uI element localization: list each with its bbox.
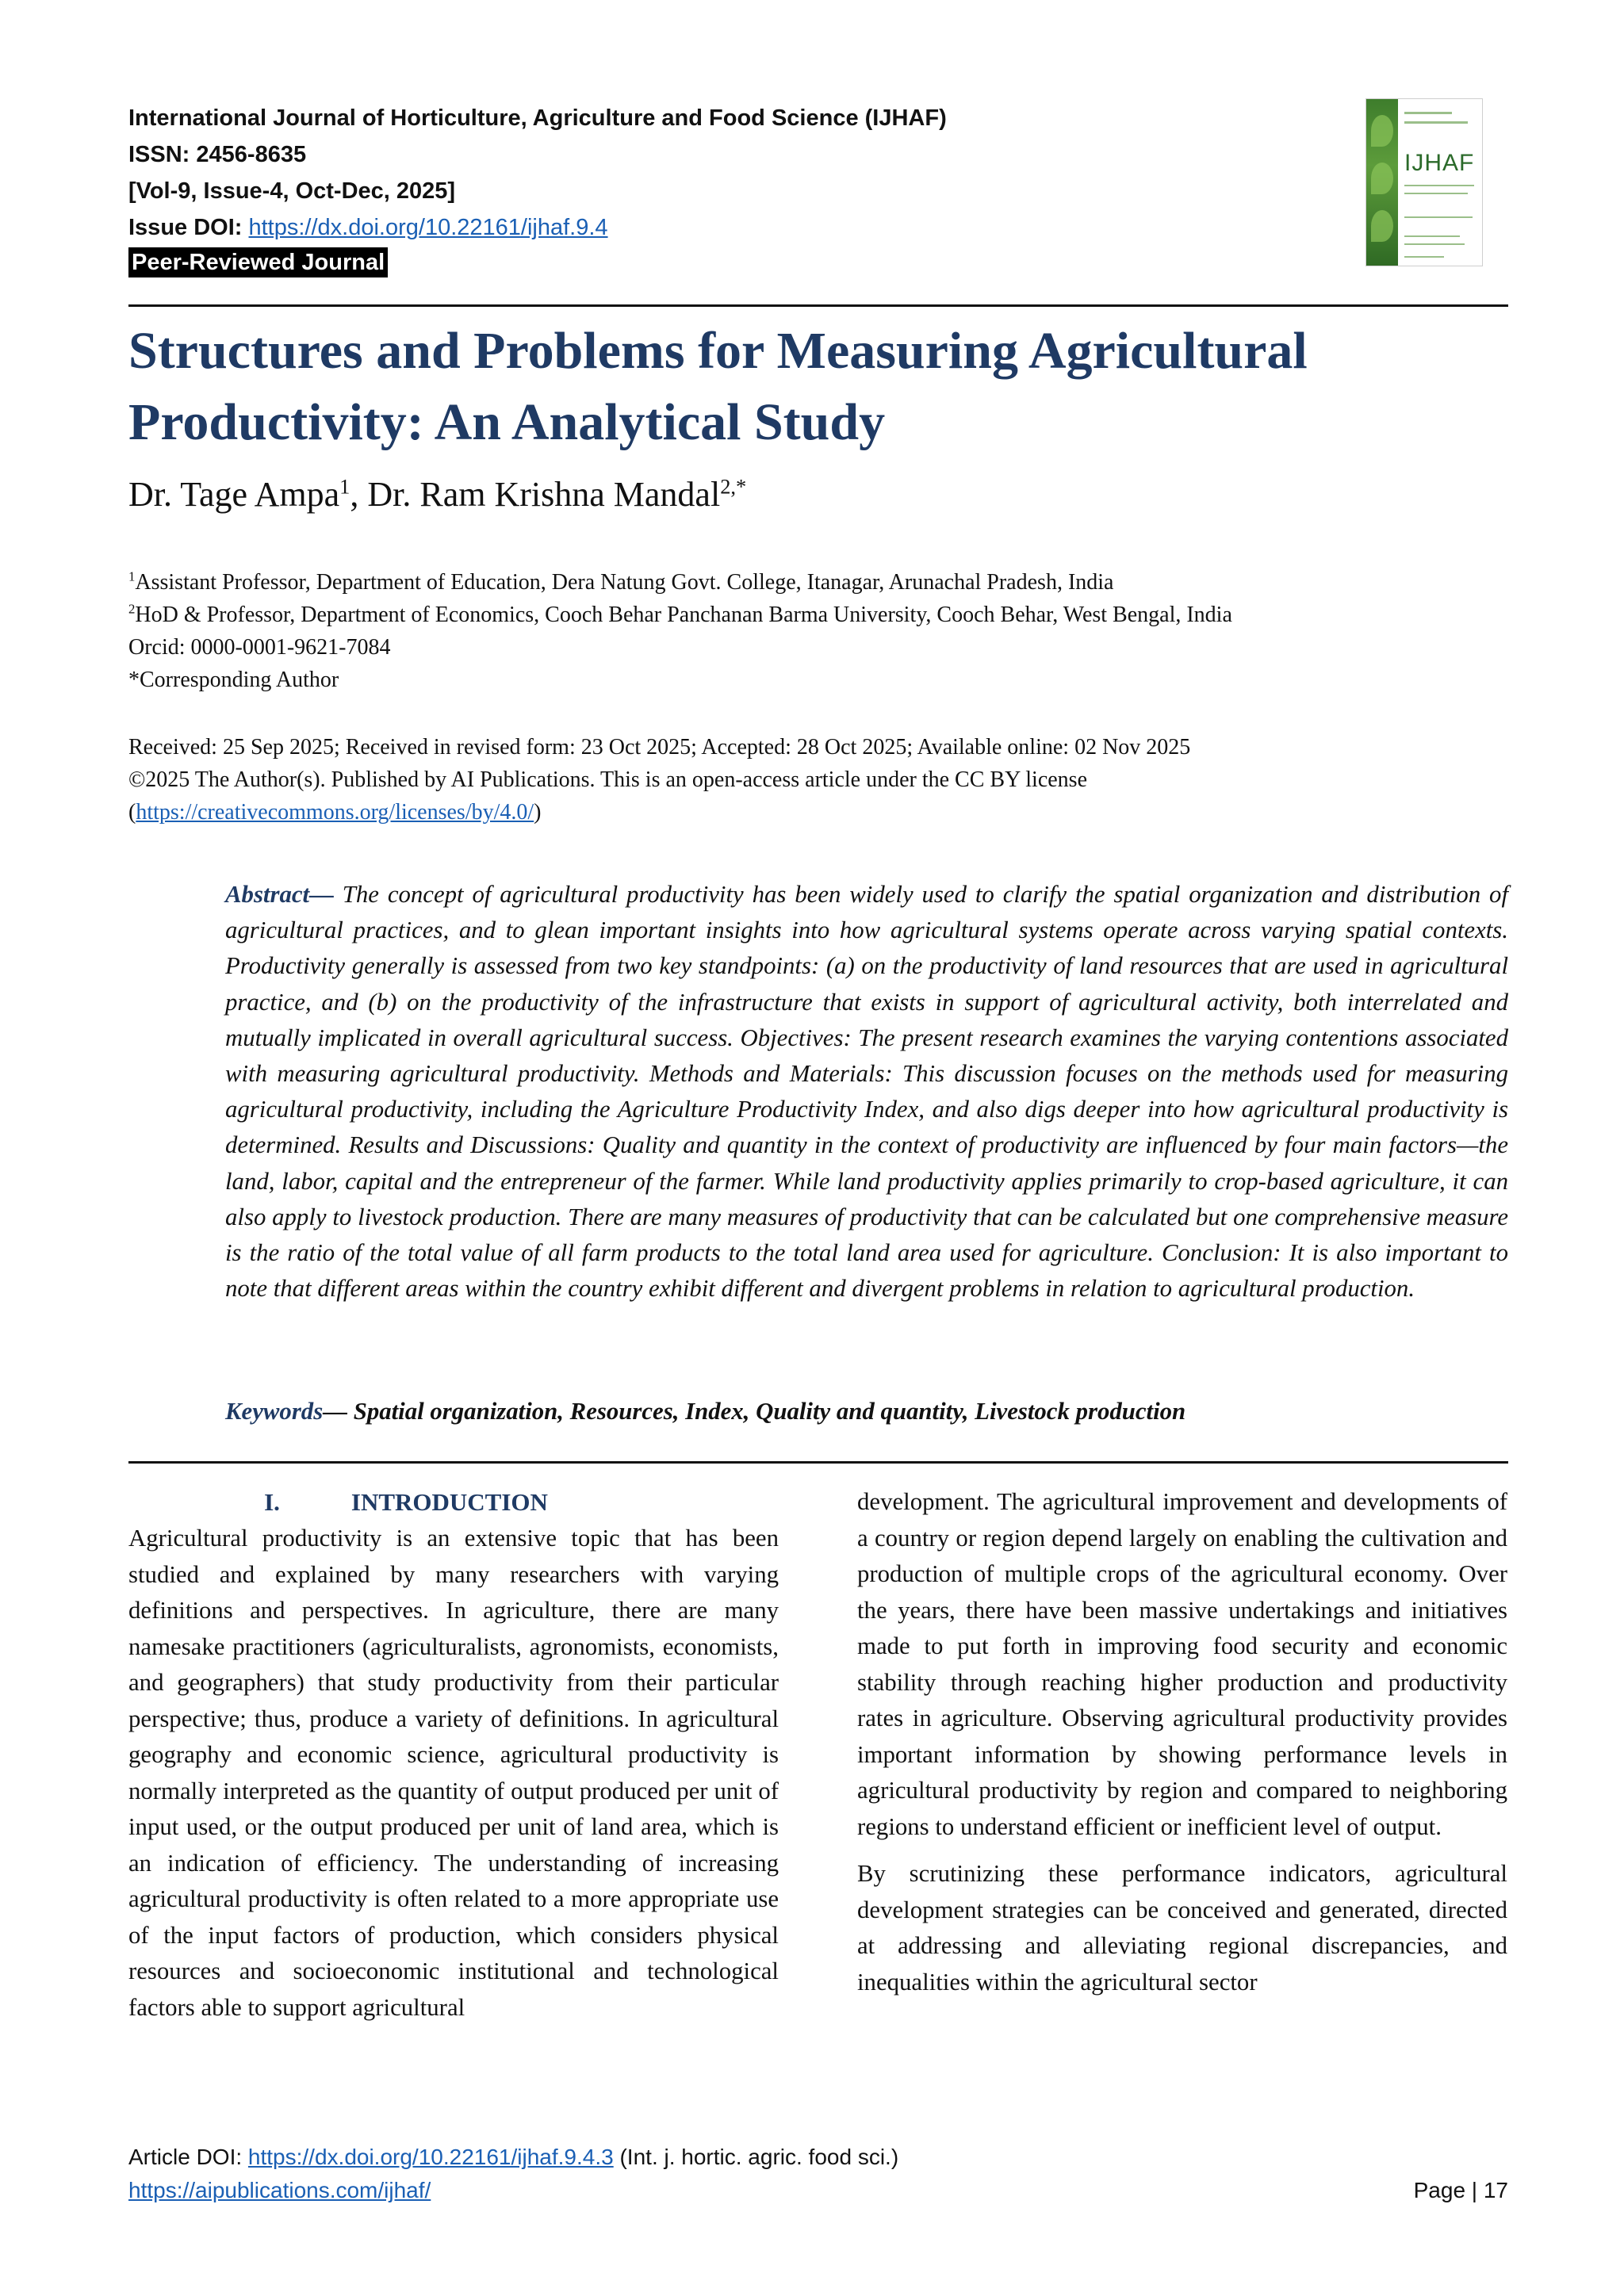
cover-title: IJHAF bbox=[1404, 150, 1475, 176]
author-list bbox=[128, 473, 746, 517]
left-column bbox=[128, 1484, 779, 2026]
license-text: ©2025 The Author(s). Published by AI Publications. This is an open-access article under the CC BY license bbox=[128, 767, 1088, 792]
journal-site-link[interactable]: https://aipublications.com/ijhaf/ bbox=[128, 2178, 431, 2202]
affiliation-1: $^1$Assistant Professor, Department of Education, Dera Natung Govt. College, Itanagar, Arunachal Pradesh, India bbox=[128, 568, 1114, 595]
abstract-label: Abstract— bbox=[225, 881, 334, 908]
section-title: INTRODUCTION bbox=[350, 1488, 548, 1516]
cover-spine bbox=[1366, 99, 1398, 266]
abstract-divider bbox=[128, 1461, 1508, 1464]
intro-paragraph-2: development. The agricultural improvement and developments of a country or region depend largely on enabling the cultivation and production of multiple crops of the agricultural economy. Over the years, there have been massive undertakings and initiatives made to put forth in improving food security and economic stability through reaching higher production and productivity rates in agriculture. Observing agricultural productivity provides important information by showing performance levels in agricultural productivity by region and compared to neighboring regions to understand efficient or inefficient level of output. bbox=[857, 1488, 1507, 1840]
keywords-label: Keywords bbox=[225, 1398, 324, 1425]
article-doi-link[interactable]: https://dx.doi.org/10.22161/ijhaf.9.4.3 bbox=[247, 2145, 614, 2169]
keywords-text: — Spatial organization, Resources, Index, Quality and quantity, Livestock production bbox=[323, 1398, 1186, 1425]
author-2-sup: 2,* bbox=[720, 474, 747, 499]
page-number: Page | 17 bbox=[1413, 2178, 1508, 2202]
issn: ISSN: 2456-8635 bbox=[128, 142, 307, 167]
author-2: Dr. Ram Krishna Mandal bbox=[367, 475, 721, 514]
keywords bbox=[225, 1394, 1508, 1429]
header-divider bbox=[128, 304, 1508, 307]
affiliations bbox=[128, 566, 1524, 696]
author-1-sup: 1 bbox=[339, 474, 350, 499]
abstract bbox=[225, 877, 1508, 1307]
journal-header bbox=[128, 100, 1318, 277]
article-doi: Article DOI: https://dx.doi.org/10.22161/ijhaf.9.4.3 (Int. j. hortic. agric. food sci.) bbox=[128, 2145, 899, 2169]
author-separator: , bbox=[350, 475, 368, 514]
issue-doi bbox=[128, 209, 1318, 246]
issue-doi-label: Issue DOI: bbox=[128, 215, 249, 240]
abstract-text: The concept of agricultural productivity has been widely used to clarify the spatial organization and distribution of agricultural practices, and to glean important insights into how agricultural systems operate across varying spatial contexts. Productivity generally is assessed from two key standpoints: (a) on the productivity of land resources that are used in agricultural practice, and (b) on the productivity of the infrastructure that exists in support of agricultural activity, both interrelated and mutually implicated in overall agricultural success. Objectives: The present research examines the varying contentions associated with measuring agricultural productivity. Methods and Materials: This discussion focuses on the methods used for measuring agricultural productivity, including the Agriculture Productivity Index, and also digs deeper into how agricultural productivity is determined. Results and Discussions: Quality and quantity in the context of productivity are influenced by four main factors—the land, labor, capital and the entrepreneur of the farmer. While land productivity applies primarily to crop-based agriculture, it can also apply to livestock production. There are many measures of productivity that can be calculated but one comprehensive measure is the ratio of the total value of all farm products to the total land area used for agriculture. Conclusion: It is also important to note that different areas within the country exhibit different and divergent problems in relation to agricultural production. bbox=[225, 881, 1508, 1303]
received-dates: Received: 25 Sep 2025; Received in revised form: 23 Oct 2025; Accepted: 28 Oct 2025; Available online: 02 Nov 2025 bbox=[128, 735, 1191, 760]
journal-cover-image bbox=[1365, 98, 1483, 266]
license-link-line: (https://creativecommons.org/licenses/by/4.0/) bbox=[128, 800, 542, 825]
intro-paragraph-3: By scrutinizing these performance indicators, agricultural development strategies can be conceived and generated, directed at addressing and alleviating regional discrepancies, and inequalities within the agricultural sector bbox=[857, 1860, 1507, 1996]
volume-info: [Vol-9, Issue-4, Oct-Dec, 2025] bbox=[128, 178, 456, 204]
section-heading bbox=[128, 1484, 779, 1521]
article-title: Structures and Problems for Measuring Agricultural Productivity: An Analytical Study bbox=[128, 322, 1308, 451]
author-1: Dr. Tage Ampa bbox=[128, 475, 340, 514]
intro-paragraph-1: Agricultural productivity is an extensive topic that has been studied and explained by many researchers with varying definitions and perspectives. In agriculture, there are many namesake practitioners (agriculturalists, agronomists, economists, and geographers) that study productivity from their particular perspective; thus, produce a variety of definitions. In agricultural geography and economic science, agricultural productivity is normally interpreted as the quantity of output produced per unit of input used, or the output produced per unit of land area, which is an indication of efficiency. The understanding of increasing agricultural productivity is often related to a more appropriate use of the input factors of production, which considers physical resources and socioeconomic institutional and technological factors able to support agricultural bbox=[128, 1525, 779, 2021]
affiliation-2: $^2$HoD & Professor, Department of Economics, Cooch Behar Panchanan Barma University, Cooch Behar, West Bengal, India bbox=[128, 601, 1232, 627]
license-link[interactable]: https://creativecommons.org/licenses/by/4.0/ bbox=[136, 800, 534, 825]
right-column bbox=[857, 1484, 1507, 2000]
journal-name: International Journal of Horticulture, Agriculture and Food Science (IJHAF) bbox=[128, 105, 947, 131]
corresponding-author: *Corresponding Author bbox=[128, 668, 339, 692]
peer-reviewed-badge: Peer-Reviewed Journal bbox=[128, 247, 388, 277]
section-number: I. bbox=[264, 1488, 280, 1516]
orcid: Orcid: 0000-0001-9621-7084 bbox=[128, 635, 391, 660]
publication-dates bbox=[128, 731, 1524, 828]
issue-doi-link[interactable]: https://dx.doi.org/10.22161/ijhaf.9.4 bbox=[248, 215, 608, 240]
page-footer bbox=[128, 2141, 1508, 2207]
